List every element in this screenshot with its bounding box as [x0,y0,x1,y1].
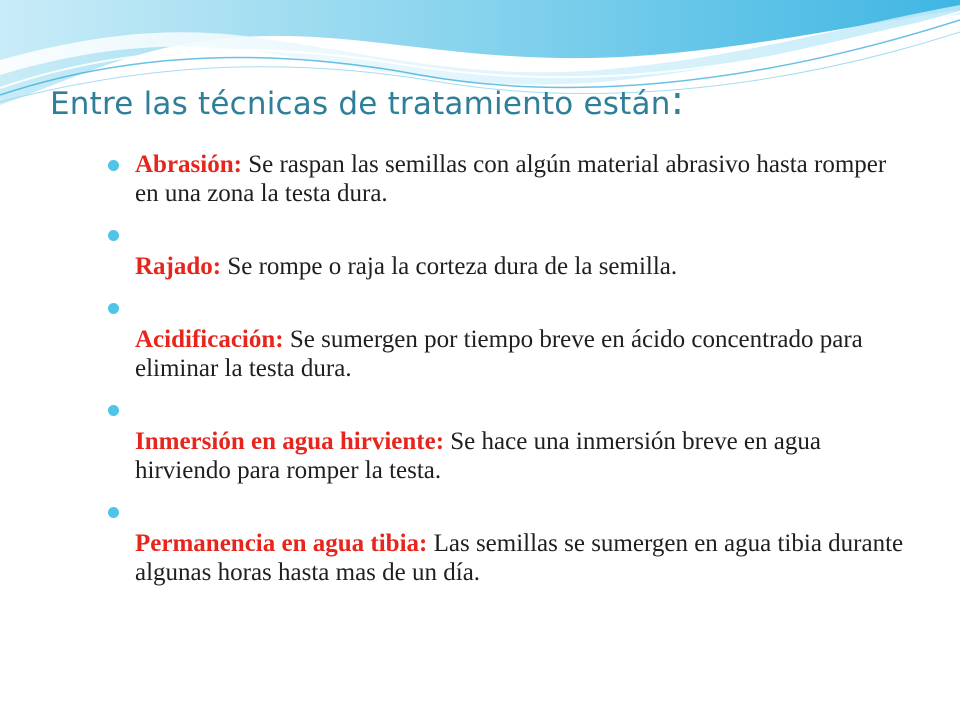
bullet-icon [108,405,119,416]
item-text [135,497,915,587]
list-item [105,395,915,485]
item-desc: Se sumergen por tiempo breve en ácido concentrado para eliminar la testa dura. [135,326,863,382]
item-text [135,395,915,485]
slide-title [50,78,684,124]
list-item [105,220,915,281]
list-item [105,150,915,208]
item-text [135,293,915,383]
list-item [105,497,915,587]
item-desc: Se raspan las semillas con algún material abrasivo hasta romper en una zona la testa dura. [135,151,887,207]
item-term: Acidificación: [135,326,284,353]
item-term: Rajado: [135,253,222,280]
bullet-icon [108,507,119,518]
item-text [135,150,915,208]
item-desc: Se rompe o raja la corteza dura de la semilla. [221,253,678,280]
item-term: Inmersión en agua hirviente: [135,428,445,455]
title-text: Entre las técnicas de tratamiento están [50,86,671,122]
title-colon: : [670,78,685,124]
bullet-icon [108,230,119,241]
item-desc: Las semillas se sumergen en agua tibia durante algunas horas hasta mas de un día. [135,530,904,586]
bullet-icon [108,160,119,171]
item-text [135,220,915,281]
item-desc: Se hace una inmersión breve en agua hirviendo para romper la testa. [135,428,821,484]
technique-list [105,150,915,599]
list-item [105,293,915,383]
item-term: Permanencia en agua tibia: [135,530,428,557]
bullet-icon [108,303,119,314]
item-term: Abrasión: [135,151,242,178]
